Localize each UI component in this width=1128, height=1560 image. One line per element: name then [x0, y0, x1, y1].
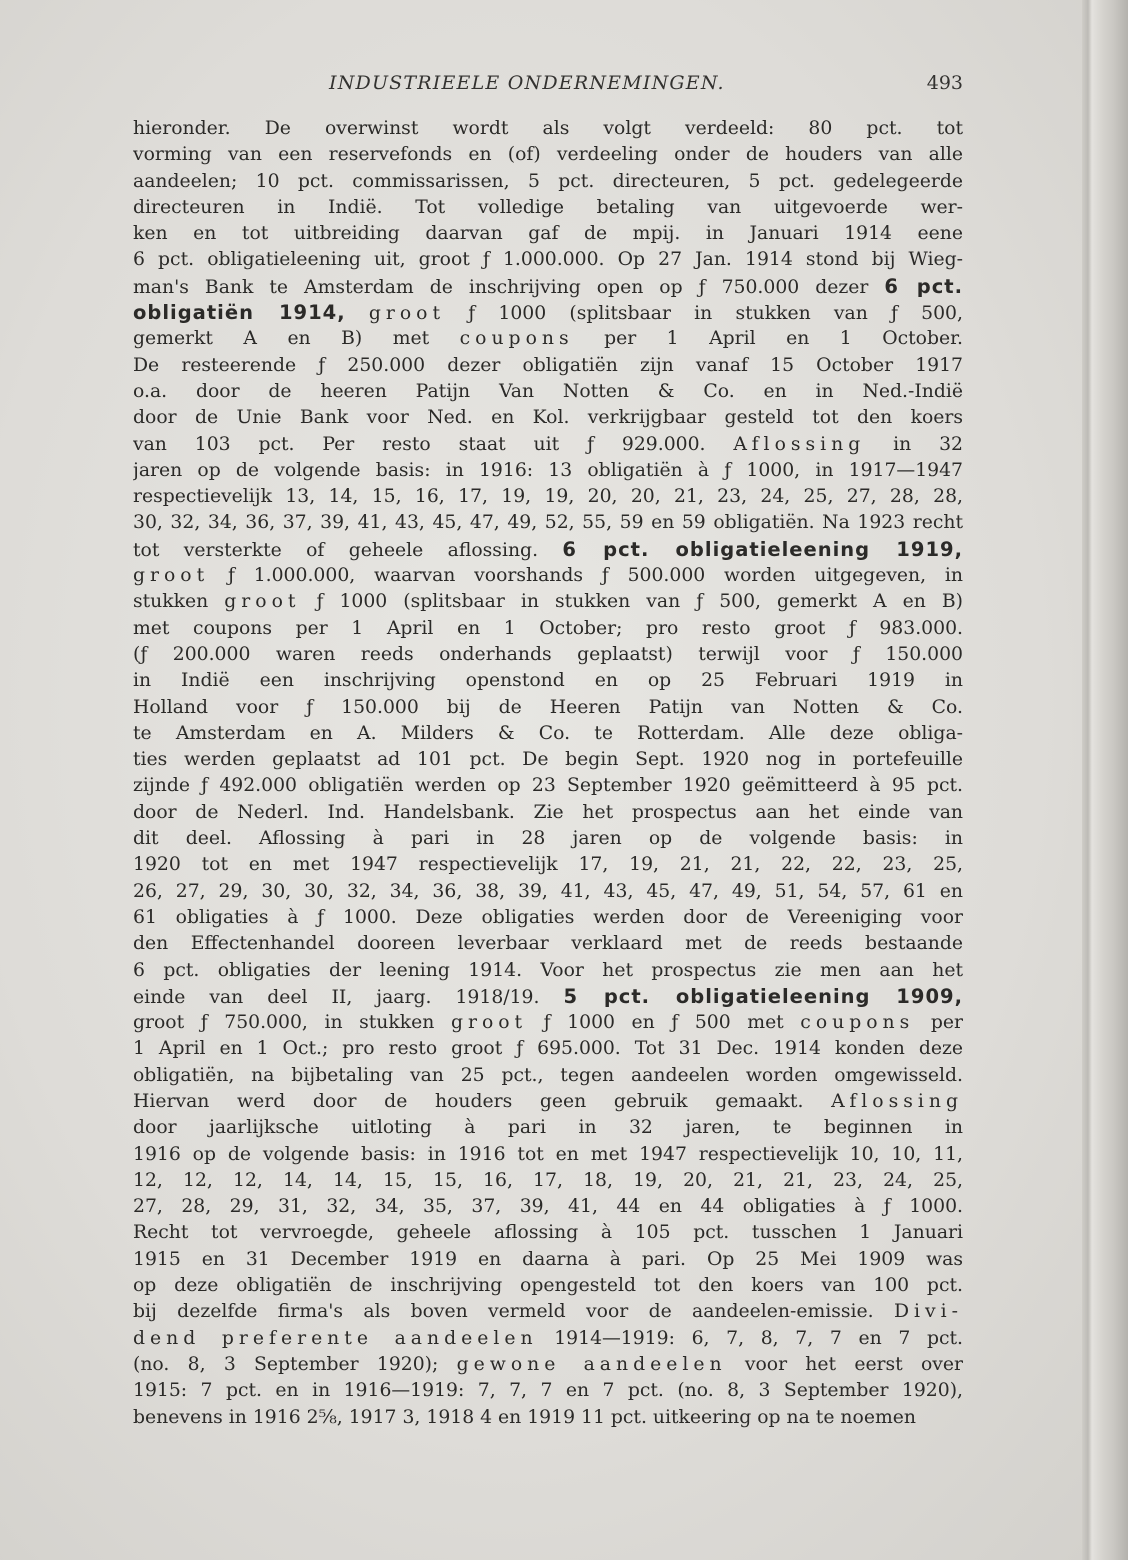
page-header	[133, 64, 963, 102]
spaced-emphasis-segment: groot	[368, 303, 446, 325]
text-line	[133, 1036, 963, 1062]
text-line	[133, 432, 963, 458]
text-segment: directeuren in Indië. Tot volledige betaling van uitgevoerde wer-	[133, 196, 963, 218]
body-text	[133, 116, 963, 1431]
text-segment: van 103 pct. Per resto staat uit ƒ 929.000.	[133, 433, 734, 455]
text-segment: in 32	[865, 433, 963, 455]
text-segment: 6 pct. obligaties der leening 1914. Voor het prospectus zie men aan het	[133, 959, 963, 981]
text-segment: ƒ 1.000.000, waarvan voorshands ƒ 500.000 worden uitgegeven, in	[209, 565, 963, 587]
text-line	[133, 879, 963, 905]
text-line	[133, 1220, 963, 1246]
text-line	[133, 510, 963, 536]
text-line	[133, 1168, 963, 1194]
text-line	[133, 379, 963, 405]
text-line	[133, 169, 963, 195]
spaced-emphasis-segment: Divi-	[893, 1301, 963, 1323]
text-line	[133, 1299, 963, 1325]
text-line	[133, 642, 963, 668]
text-segment: Holland voor ƒ 150.000 bij de Heeren Patijn van Notten & Co.	[133, 696, 963, 718]
text-segment: vorming van een reservefonds en (of) verdeeling onder de houders van alle	[133, 144, 963, 166]
text-segment: met coupons per 1 April en 1 October; pro resto groot ƒ 983.000.	[133, 617, 963, 639]
text-segment: den Effectenhandel dooreen leverbaar verklaard met de reeds bestaande	[133, 933, 963, 955]
text-line	[133, 1194, 963, 1220]
text-line	[133, 800, 963, 826]
text-line	[133, 353, 963, 379]
text-line	[133, 1247, 963, 1273]
text-segment: (no. 8, 3 September 1920);	[133, 1353, 457, 1375]
text-segment: man's Bank te Amsterdam de inschrijving open op ƒ 750.000 dezer	[133, 276, 885, 298]
text-segment: 27, 28, 29, 31, 32, 34, 35, 37, 39, 41, 44 en 44 obligaties à ƒ 1000.	[133, 1196, 963, 1218]
text-line	[133, 326, 963, 352]
text-line	[133, 405, 963, 431]
text-line	[133, 958, 963, 984]
text-segment: ƒ 1000 (splitsbaar in stukken van ƒ 500, gemerkt A en B)	[300, 591, 963, 613]
text-segment: einde van deel II, jaarg. 1918/19.	[133, 986, 564, 1008]
text-segment: te Amsterdam en A. Milders & Co. te Rotterdam. Alle deze obliga-	[133, 722, 963, 744]
text-segment: 12, 12, 12, 14, 14, 15, 15, 16, 17, 18, 19, 20, 21, 21, 23, 24, 25,	[133, 1169, 963, 1191]
bold-heading-segment: 6 pct.	[884, 274, 963, 298]
text-line	[133, 563, 963, 589]
text-segment: per 1 April en 1 October.	[573, 328, 963, 350]
spaced-emphasis-segment: coupons	[800, 1012, 915, 1034]
text-segment: per	[914, 1012, 963, 1034]
text-segment: ƒ 1000 en ƒ 500 met	[527, 1012, 801, 1034]
bold-heading-segment: obligatiën 1914,	[133, 301, 346, 325]
text-segment: De resteerende ƒ 250.000 dezer obligatiën zijn vanaf 15 October 1917	[133, 354, 963, 376]
text-segment: zijnde ƒ 492.000 obligatiën werden op 23 September 1920 geëmitteerd à 95 pct.	[133, 775, 963, 797]
text-segment: 6 pct. obligatieleening uit, groot ƒ 1.000.000. Op 27 Jan. 1914 stond bij Wieg-	[133, 249, 963, 271]
text-line	[133, 221, 963, 247]
text-segment: 1915 en 31 December 1919 en daarna à pari. Op 25 Mei 1909 was	[133, 1248, 963, 1270]
spaced-emphasis-segment: groot	[133, 565, 210, 587]
text-segment: 1 April en 1 Oct.; pro resto groot ƒ 695.000. Tot 31 Dec. 1914 konden deze	[133, 1038, 963, 1060]
text-segment: 1914—1919: 6, 7, 8, 7, 7 en 7 pct.	[537, 1327, 963, 1349]
text-segment: Recht tot vervroegde, geheele aflossing à 105 pct. tusschen 1 Januari	[133, 1222, 963, 1244]
text-segment: jaren op de volgende basis: in 1916: 13 obligatiën à ƒ 1000, in 1917—1947	[133, 459, 963, 481]
text-segment: Hiervan werd door de houders geen gebruik gemaakt.	[133, 1090, 832, 1112]
text-line	[133, 984, 963, 1010]
spaced-emphasis-segment: dend preferente aandeelen	[133, 1327, 538, 1349]
text-segment: door jaarlijksche uitloting à pari in 32 jaren, te beginnen in	[133, 1117, 963, 1139]
text-segment: respectievelijk 13, 14, 15, 16, 17, 19, 19, 20, 20, 21, 23, 24, 25, 27, 28, 28,	[133, 486, 963, 508]
text-line	[133, 1378, 963, 1404]
text-line	[133, 274, 963, 300]
text-segment: ties werden geplaatst ad 101 pct. De begin Sept. 1920 nog in portefeuille	[133, 749, 963, 771]
running-head: INDUSTRIEELE ONDERNEMINGEN.	[329, 72, 725, 94]
text-line	[133, 1115, 963, 1141]
text-segment	[346, 303, 369, 324]
spaced-emphasis-segment: groot	[224, 591, 301, 613]
text-line	[133, 1063, 963, 1089]
text-segment: 30, 32, 34, 36, 37, 39, 41, 43, 45, 47, 49, 52, 55, 59 en 59 obligatiën. Na 1923 recht	[133, 512, 963, 534]
text-line	[133, 773, 963, 799]
text-line	[133, 1142, 963, 1168]
text-line	[133, 1405, 963, 1431]
text-segment: gemerkt A en B) met	[133, 328, 460, 350]
text-segment: dit deel. Aflossing à pari in 28 jaren op de volgende basis: in	[133, 828, 963, 850]
text-segment: op deze obligatiën de inschrijving opengesteld tot den koers van 100 pct.	[133, 1275, 963, 1297]
text-segment: ken en tot uitbreiding daarvan gaf de mpij. in Januari 1914 eene	[133, 223, 963, 245]
text-line	[133, 852, 963, 878]
text-segment: 1920 tot en met 1947 respectievelijk 17, 19, 21, 21, 22, 22, 23, 25,	[133, 854, 963, 876]
text-segment: obligatiën, na bijbetaling van 25 pct., tegen aandeelen worden omgewisseld.	[133, 1064, 963, 1086]
text-segment: bij dezelfde firma's als boven vermeld voor de aandeelen-emissie.	[133, 1301, 894, 1323]
text-line	[133, 458, 963, 484]
text-line	[133, 300, 963, 326]
text-line	[133, 695, 963, 721]
spaced-emphasis-segment: groot	[450, 1012, 528, 1034]
text-line	[133, 116, 963, 142]
bold-heading-segment: 6 pct. obligatieleening 1919,	[562, 537, 963, 561]
text-line	[133, 484, 963, 510]
text-segment: door de Nederl. Ind. Handelsbank. Zie het prospectus aan het einde van	[133, 801, 963, 823]
text-segment: (ƒ 200.000 waren reeds onderhands geplaatst) terwijl voor ƒ 150.000	[133, 643, 963, 665]
text-segment: benevens in 1916 2⅝, 1917 3, 1918 4 en 1919 11 pct. uitkeering op na te noemen	[133, 1406, 916, 1428]
page-binding-edge	[1082, 0, 1128, 1560]
text-segment: 1915: 7 pct. en in 1916—1919: 7, 7, 7 en 7 pct. (no. 8, 3 September 1920),	[133, 1380, 963, 1402]
text-line	[133, 826, 963, 852]
text-line	[133, 1089, 963, 1115]
text-line	[133, 1352, 963, 1378]
text-segment: ƒ 1000 (splitsbaar in stukken van ƒ 500,	[445, 303, 963, 325]
page-number: 493	[926, 72, 963, 94]
text-segment: hieronder. De overwinst wordt als volgt verdeeld: 80 pct. tot	[133, 118, 963, 139]
text-line	[133, 616, 963, 642]
text-line	[133, 1010, 963, 1036]
bold-heading-segment: 5 pct. obligatieleening 1909,	[563, 984, 963, 1008]
text-line	[133, 1326, 963, 1352]
text-line	[133, 721, 963, 747]
text-segment: in Indië een inschrijving openstond en op 25 Februari 1919 in	[133, 670, 963, 692]
text-segment: tot versterkte of geheele aflossing.	[133, 539, 563, 561]
text-segment: door de Unie Bank voor Ned. en Kol. verkrijgbaar gesteld tot den koers	[133, 407, 963, 429]
text-line	[133, 195, 963, 221]
text-segment: aandeelen; 10 pct. commissarissen, 5 pct. directeuren, 5 pct. gedelegeerde	[133, 170, 963, 192]
text-segment: o.a. door de heeren Patijn Van Notten & Co. en in Ned.-Indië	[133, 380, 963, 402]
text-line	[133, 142, 963, 168]
text-line	[133, 747, 963, 773]
spaced-emphasis-segment: Aflossing	[831, 1090, 963, 1112]
text-segment: 1916 op de volgende basis: in 1916 tot en met 1947 respectievelijk 10, 10, 11,	[133, 1143, 963, 1165]
text-line	[133, 589, 963, 615]
text-segment: voor het eerst over	[726, 1353, 963, 1375]
text-line	[133, 905, 963, 931]
text-segment: 26, 27, 29, 30, 30, 32, 34, 36, 38, 39, 41, 43, 45, 47, 49, 51, 54, 57, 61 en	[133, 880, 963, 902]
text-line	[133, 247, 963, 273]
text-line	[133, 931, 963, 957]
spaced-emphasis-segment: Aflossing	[733, 433, 866, 455]
text-segment: groot ƒ 750.000, in stukken	[133, 1012, 451, 1034]
text-segment: stukken	[133, 591, 225, 613]
text-line	[133, 1273, 963, 1299]
spaced-emphasis-segment: gewone aandeelen	[456, 1353, 727, 1375]
spaced-emphasis-segment: coupons	[459, 328, 574, 350]
text-segment: 61 obligaties à ƒ 1000. Deze obligaties werden door de Vereeniging voor	[133, 906, 963, 928]
text-line	[133, 537, 963, 563]
text-line	[133, 668, 963, 694]
